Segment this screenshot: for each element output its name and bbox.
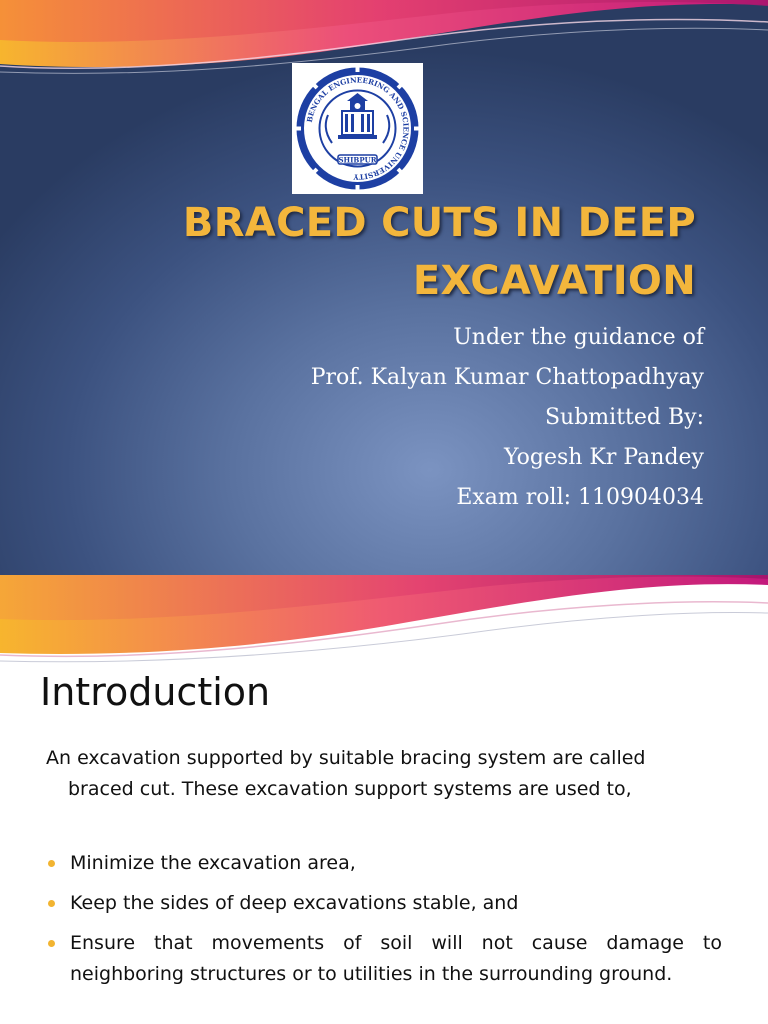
slide-divider-wave (0, 575, 768, 665)
bullet-dot-icon (48, 940, 55, 947)
guide-name: Prof. Kalyan Kumar Chattopadhyay (310, 365, 704, 390)
purpose-bullet-list (48, 848, 722, 999)
bullet-item (48, 888, 722, 919)
slide-title-line-1: BRACED CUTS IN DEEP (182, 200, 696, 246)
bullet-text: Keep the sides of deep excavations stable, and (70, 892, 519, 914)
bullet-dot-icon (48, 860, 55, 867)
guidance-label: Under the guidance of (453, 325, 704, 350)
intro-heading: Introduction (40, 670, 271, 714)
bullet-item (48, 928, 722, 990)
exam-roll: Exam roll: 110904034 (456, 485, 704, 510)
bullet-item (48, 848, 722, 879)
intro-paragraph-line-1: An excavation supported by suitable bracing system are called (46, 747, 646, 769)
logo-ring-text: BENGAL ENGINEERING AND SCIENCE UNIVERSITY (304, 75, 411, 182)
university-logo (292, 63, 423, 194)
bullet-dot-icon (48, 900, 55, 907)
submitted-by-label: Submitted By: (544, 405, 704, 430)
bullet-text: Ensure that movements of soil will not cause damage to neighboring structures or to utilities in the surrounding ground. (70, 932, 722, 985)
logo-bottom-text: SHIBPUR (338, 155, 377, 165)
intro-paragraph (46, 743, 722, 805)
bullet-text: Minimize the excavation area, (70, 852, 356, 874)
student-name: Yogesh Kr Pandey (504, 445, 704, 470)
slide-title-line-2: EXCAVATION (412, 258, 696, 304)
credits-block (311, 318, 704, 518)
intro-paragraph-line-2: braced cut. These excavation support systems are used to, (68, 778, 632, 800)
